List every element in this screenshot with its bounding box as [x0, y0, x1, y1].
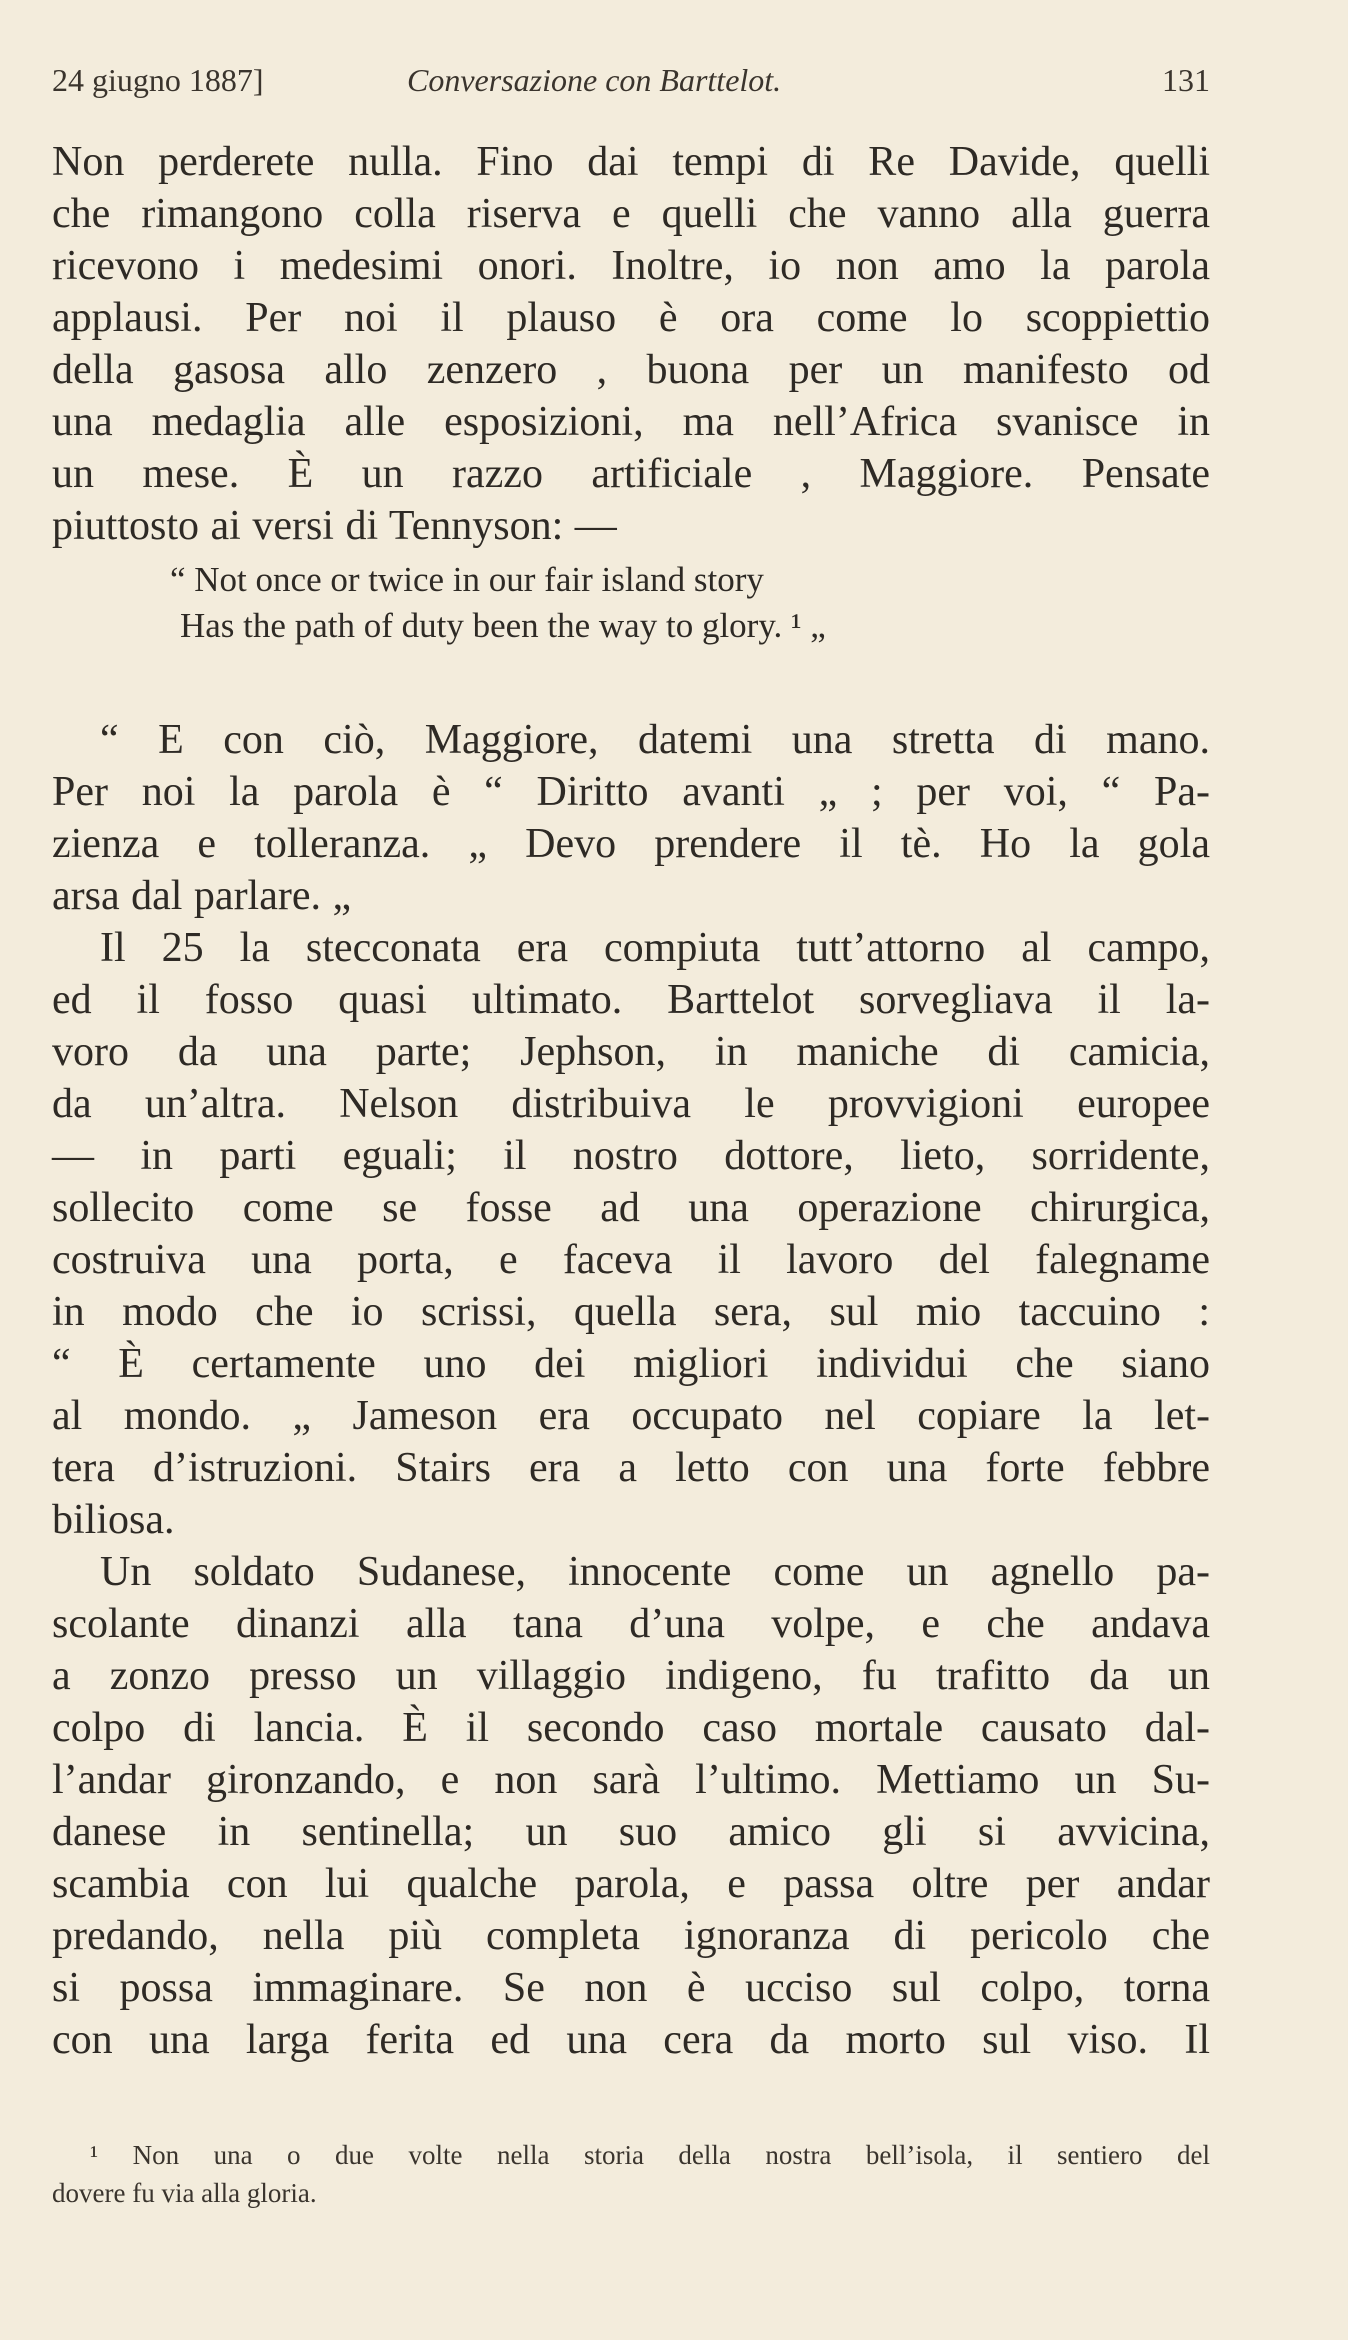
header-title: Conversazione con Barttelot.	[407, 62, 782, 98]
text-line: che rimangono colla riserva e quelli che vanno alla guerra	[52, 191, 1210, 237]
text-line: scambia con lui qualche parola, e passa oltre per andar	[52, 1861, 1210, 1907]
text-line: ricevono i medesimi onori. Inoltre, io non amo la parola	[52, 243, 1210, 289]
text-line: colpo di lancia. È il secondo caso mortale causato dal-	[52, 1705, 1210, 1751]
text-line: zienza e tolleranza. „ Devo prendere il tè. Ho la gola	[52, 821, 1210, 867]
verse-line: Has the path of duty been the way to glory. ¹ „	[180, 606, 826, 645]
verse-line: “ Not once or twice in our fair island story	[170, 560, 764, 599]
text-line: un mese. È un razzo artificiale , Maggiore. Pensate	[52, 451, 1210, 497]
text-line: da un’altra. Nelson distribuiva le provvigioni europee	[52, 1081, 1210, 1127]
text-line: l’andar gironzando, e non sarà l’ultimo. Mettiamo un Su-	[52, 1757, 1210, 1803]
text-line: Il 25 la stecconata era compiuta tutt’attorno al campo,	[100, 925, 1210, 971]
footnote	[52, 2136, 1210, 2212]
text-line: ed il fosso quasi ultimato. Barttelot sorvegliava il la-	[52, 977, 1210, 1023]
text-line: “ È certamente uno dei migliori individui che siano	[52, 1341, 1210, 1387]
text-line: della gasosa allo zenzero , buona per un manifesto od	[52, 347, 1210, 393]
text-line: Non perderete nulla. Fino dai tempi di Re Davide, quelli	[52, 139, 1210, 185]
footnote-line: ¹ Non una o due volte nella storia della nostra bell’isola, il sentiero del	[90, 2140, 1210, 2170]
text-line: sollecito come se fosse ad una operazione chirurgica,	[52, 1185, 1210, 1231]
header-date: 24 giugno 1887]	[52, 62, 264, 98]
text-line: “ E con ciò, Maggiore, datemi una stretta di mano.	[100, 717, 1210, 763]
text-line: al mondo. „ Jameson era occupato nel copiare la let-	[52, 1393, 1210, 1439]
page-number: 131	[1162, 62, 1210, 98]
body-continued	[52, 714, 1210, 2066]
verse-quote	[170, 557, 1070, 649]
text-line: danese in sentinella; un suo amico gli si avvicina,	[52, 1809, 1210, 1855]
running-header	[52, 62, 1210, 112]
text-line: biliosa.	[52, 1497, 175, 1543]
text-line: arsa dal parlare. „	[52, 873, 352, 919]
text-line: costruiva una porta, e faceva il lavoro del falegname	[52, 1237, 1210, 1283]
text-line: Un soldato Sudanese, innocente come un agnello pa-	[100, 1549, 1210, 1595]
text-line: a zonzo presso un villaggio indigeno, fu trafitto da un	[52, 1653, 1210, 1699]
text-line: tera d’istruzioni. Stairs era a letto con una forte febbre	[52, 1445, 1210, 1491]
text-line: Per noi la parola è “ Diritto avanti „ ; per voi, “ Pa-	[52, 769, 1210, 815]
text-line: in modo che io scrissi, quella sera, sul mio taccuino :	[52, 1289, 1210, 1335]
text-line: predando, nella più completa ignoranza di pericolo che	[52, 1913, 1210, 1959]
text-line: una medaglia alle esposizioni, ma nell’Africa svanisce in	[52, 399, 1210, 445]
text-line: — in parti eguali; il nostro dottore, lieto, sorridente,	[52, 1133, 1210, 1179]
text-line: si possa immaginare. Se non è ucciso sul colpo, torna	[52, 1965, 1210, 2011]
text-line: applausi. Per noi il plauso è ora come lo scoppiettio	[52, 295, 1210, 341]
footnote-line: dovere fu via alla gloria.	[52, 2178, 317, 2208]
paragraph-1	[52, 136, 1210, 552]
text-line: piuttosto ai versi di Tennyson: —	[52, 503, 617, 549]
text-line: voro da una parte; Jephson, in maniche di camicia,	[52, 1029, 1210, 1075]
text-line: scolante dinanzi alla tana d’una volpe, e che andava	[52, 1601, 1210, 1647]
text-line: con una larga ferita ed una cera da morto sul viso. Il	[52, 2017, 1210, 2063]
